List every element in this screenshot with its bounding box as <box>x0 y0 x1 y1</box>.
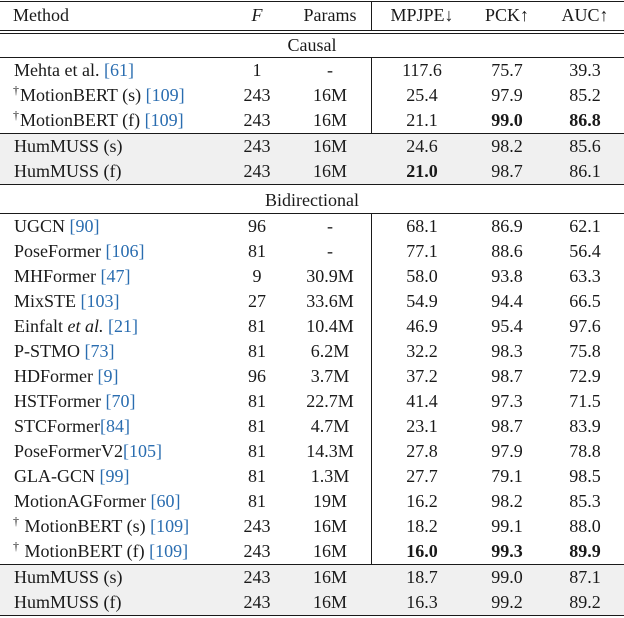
auc-cell: 98.5 <box>569 466 601 486</box>
pck-cell: 88.6 <box>491 241 523 261</box>
mpjpe-cell: 27.8 <box>406 441 438 461</box>
frames-cell: 81 <box>248 391 266 411</box>
params-cell: - <box>327 60 333 80</box>
params-cell: 4.7M <box>310 416 350 436</box>
citation-link[interactable]: [109] <box>145 85 185 105</box>
table-row <box>0 134 624 159</box>
auc-cell: 72.9 <box>569 366 601 386</box>
mpjpe-cell: 32.2 <box>406 341 438 361</box>
frames-cell: 243 <box>243 136 271 156</box>
mpjpe-cell: 77.1 <box>406 241 438 261</box>
auc-cell: 71.5 <box>569 391 601 411</box>
dagger-mark: † <box>13 83 19 97</box>
params-cell: - <box>327 241 333 261</box>
pck-cell: 75.7 <box>491 60 523 80</box>
auc-cell: 63.3 <box>569 266 601 286</box>
method-name: MotionBERT (f) <box>20 110 145 130</box>
auc-cell: 78.8 <box>569 441 601 461</box>
pck-cell: 98.7 <box>491 416 523 436</box>
method-name: GLA-GCN <box>14 466 100 486</box>
citation-link[interactable]: [70] <box>105 391 136 411</box>
params-cell: 33.6M <box>306 291 354 311</box>
method-name: UGCN <box>14 216 70 236</box>
bottom-rule <box>0 615 624 616</box>
frames-cell: 96 <box>248 366 266 386</box>
pck-cell: 79.1 <box>491 466 523 486</box>
params-cell: 16M <box>312 541 347 561</box>
method-name: HSTFormer <box>14 391 106 411</box>
method-name: Einfalt <box>14 316 68 336</box>
pck-cell: 97.3 <box>491 391 523 411</box>
section-causal: Causal <box>287 35 337 55</box>
method-cell <box>13 108 184 133</box>
pck-cell: 99.1 <box>491 516 523 536</box>
bidir-top-rule <box>0 184 624 185</box>
pck-cell: 98.3 <box>491 341 523 361</box>
method-cell <box>13 389 136 414</box>
auc-cell: 56.4 <box>569 241 601 261</box>
auc-cell: 89.9 <box>569 541 601 561</box>
frames-cell: 243 <box>243 541 271 561</box>
method-cell <box>13 364 119 389</box>
method-name: MixSTE <box>14 291 81 311</box>
header-rule <box>0 30 624 31</box>
auc-cell: 62.1 <box>569 216 601 236</box>
citation-link[interactable]: [109] <box>149 541 189 561</box>
method-cell <box>13 514 189 539</box>
citation-link[interactable]: [109] <box>150 516 190 536</box>
method-name-italic: et al. <box>67 316 104 336</box>
citation-link[interactable]: [60] <box>150 491 181 511</box>
params-cell: 16M <box>312 85 347 105</box>
table-row <box>0 489 624 514</box>
method-cell <box>13 339 115 364</box>
citation-link[interactable]: [90] <box>69 216 100 236</box>
frames-cell: 1 <box>252 60 262 80</box>
mpjpe-cell: 21.0 <box>406 161 438 181</box>
citation-link[interactable]: [61] <box>103 60 134 80</box>
frames-cell: 243 <box>243 110 271 130</box>
mpjpe-cell: 25.4 <box>406 85 438 105</box>
mpjpe-cell: 18.7 <box>406 567 438 587</box>
mpjpe-cell: 18.2 <box>406 516 438 536</box>
table-row <box>0 389 624 414</box>
pck-cell: 98.7 <box>491 366 523 386</box>
auc-cell: 75.8 <box>569 341 601 361</box>
table-row <box>0 339 624 364</box>
citation-link[interactable]: [84] <box>100 416 131 436</box>
dagger-mark: † <box>13 108 19 122</box>
table-row <box>0 364 624 389</box>
params-cell: 19M <box>312 491 347 511</box>
params-cell: 16M <box>312 110 347 130</box>
table-row <box>0 108 624 133</box>
method-cell <box>13 314 138 339</box>
table-row <box>0 414 624 439</box>
method-cell <box>13 289 120 314</box>
mpjpe-cell: 16.3 <box>406 592 438 612</box>
pck-cell: 95.4 <box>491 316 523 336</box>
method-cell <box>13 264 131 289</box>
citation-link[interactable]: [73] <box>84 341 115 361</box>
frames-cell: 96 <box>248 216 266 236</box>
citation-link[interactable]: [47] <box>100 266 131 286</box>
pck-cell: 98.2 <box>491 491 523 511</box>
frames-cell: 27 <box>248 291 266 311</box>
header-pck: PCK↑ <box>484 5 529 25</box>
pck-cell: 99.0 <box>491 567 523 587</box>
pck-cell: 98.7 <box>491 161 523 181</box>
frames-cell: 81 <box>248 241 266 261</box>
method-name: MotionBERT (f) <box>20 541 150 561</box>
params-cell: 3.7M <box>310 366 350 386</box>
frames-cell: 243 <box>243 567 271 587</box>
params-cell: - <box>327 216 333 236</box>
frames-cell: 243 <box>243 592 271 612</box>
method-cell <box>13 239 145 264</box>
pck-cell: 94.4 <box>491 291 523 311</box>
table-row <box>0 239 624 264</box>
table-row <box>0 590 624 615</box>
method-name: MotionBERT (s) <box>20 85 146 105</box>
table-row <box>0 58 624 83</box>
pck-cell: 93.8 <box>491 266 523 286</box>
section-bidirectional: Bidirectional <box>265 190 359 210</box>
frames-cell: 81 <box>248 441 266 461</box>
frames-cell: 81 <box>248 491 266 511</box>
method-name: Mehta et al. <box>14 60 104 80</box>
table-row <box>0 214 624 239</box>
method-name: MotionBERT (s) <box>20 516 151 536</box>
method-name: HumMUSS (f) <box>14 161 122 181</box>
pck-cell: 99.3 <box>491 541 523 561</box>
method-cell <box>13 539 188 564</box>
auc-cell: 66.5 <box>569 291 601 311</box>
method-cell <box>13 464 130 489</box>
pck-cell: 97.9 <box>491 441 523 461</box>
frames-cell: 81 <box>248 341 266 361</box>
header-auc: AUC↑ <box>561 5 609 25</box>
table-row <box>0 565 624 590</box>
method-cell <box>13 489 181 514</box>
params-cell: 16M <box>312 161 347 181</box>
method-cell <box>13 414 130 439</box>
params-cell: 22.7M <box>306 391 354 411</box>
header-params: Params <box>303 5 357 25</box>
method-cell <box>13 159 122 184</box>
frames-cell: 81 <box>248 466 266 486</box>
table-row <box>0 539 624 564</box>
citation-link[interactable]: [21] <box>107 316 138 336</box>
frames-cell: 243 <box>243 516 271 536</box>
table-row <box>0 83 624 108</box>
pck-cell: 86.9 <box>491 216 523 236</box>
method-name: HumMUSS (s) <box>14 567 123 587</box>
mpjpe-cell: 23.1 <box>406 416 438 436</box>
params-cell: 1.3M <box>310 466 350 486</box>
header-method: Method <box>13 5 69 25</box>
mpjpe-cell: 16.0 <box>406 541 438 561</box>
citation-link[interactable]: [106] <box>105 241 145 261</box>
table-row <box>0 464 624 489</box>
auc-cell: 97.6 <box>569 316 601 336</box>
dagger-mark: † <box>13 539 19 553</box>
method-cell <box>13 439 162 464</box>
method-name: HumMUSS (s) <box>14 136 123 156</box>
method-cell <box>13 590 122 615</box>
auc-cell: 87.1 <box>569 567 601 587</box>
params-cell: 30.9M <box>306 266 354 286</box>
mpjpe-cell: 27.7 <box>406 466 438 486</box>
frames-cell: 81 <box>248 316 266 336</box>
params-cell: 14.3M <box>306 441 354 461</box>
table-row <box>0 159 624 184</box>
pck-cell: 98.2 <box>491 136 523 156</box>
params-cell: 16M <box>312 592 347 612</box>
mpjpe-cell: 54.9 <box>406 291 438 311</box>
params-cell: 16M <box>312 567 347 587</box>
auc-cell: 89.2 <box>569 592 601 612</box>
params-cell: 10.4M <box>306 316 354 336</box>
frames-cell: 9 <box>252 266 262 286</box>
mpjpe-cell: 37.2 <box>406 366 438 386</box>
method-cell <box>13 134 123 159</box>
mpjpe-cell: 117.6 <box>402 60 442 80</box>
table-row <box>0 439 624 464</box>
frames-cell: 81 <box>248 416 266 436</box>
params-cell: 6.2M <box>310 341 350 361</box>
method-cell <box>13 58 134 83</box>
auc-cell: 86.8 <box>569 110 601 130</box>
pck-cell: 99.0 <box>491 110 523 130</box>
table-row <box>0 289 624 314</box>
pck-cell: 97.9 <box>491 85 523 105</box>
method-name: HDFormer <box>14 366 98 386</box>
auc-cell: 85.3 <box>569 491 601 511</box>
header-row <box>0 3 624 28</box>
method-name: P-STMO <box>14 341 85 361</box>
mpjpe-cell: 46.9 <box>406 316 438 336</box>
citation-link[interactable]: [9] <box>97 366 119 386</box>
method-name: PoseFormer <box>14 241 106 261</box>
params-cell: 16M <box>312 516 347 536</box>
method-cell <box>13 565 123 590</box>
auc-cell: 83.9 <box>569 416 601 436</box>
table-row <box>0 264 624 289</box>
auc-cell: 85.6 <box>569 136 601 156</box>
frames-cell: 243 <box>243 161 271 181</box>
mpjpe-cell: 41.4 <box>406 391 438 411</box>
mpjpe-cell: 58.0 <box>406 266 438 286</box>
params-cell: 16M <box>312 136 347 156</box>
citation-link[interactable]: [105] <box>123 441 162 461</box>
method-cell <box>13 83 185 108</box>
table-row <box>0 514 624 539</box>
mpjpe-cell: 21.1 <box>406 110 438 130</box>
auc-cell: 86.1 <box>569 161 601 181</box>
auc-cell: 39.3 <box>569 60 601 80</box>
table-row <box>0 314 624 339</box>
frames-cell: 243 <box>243 85 271 105</box>
citation-link[interactable]: [109] <box>144 110 184 130</box>
top-rule <box>0 1 624 2</box>
mpjpe-cell: 68.1 <box>406 216 438 236</box>
method-name: STCFormer <box>14 416 101 436</box>
header-frames: F <box>251 5 263 25</box>
auc-cell: 88.0 <box>569 516 601 536</box>
method-name: MHFormer <box>14 266 101 286</box>
pck-cell: 99.2 <box>491 592 523 612</box>
method-name: MotionAGFormer <box>14 491 151 511</box>
mpjpe-cell: 16.2 <box>406 491 438 511</box>
method-cell <box>13 214 100 239</box>
auc-cell: 85.2 <box>569 85 601 105</box>
header-mpjpe: MPJPE↓ <box>390 5 454 25</box>
method-name: HumMUSS (f) <box>14 592 122 612</box>
method-name: PoseFormerV2 <box>14 441 123 461</box>
citation-link[interactable]: [99] <box>99 466 130 486</box>
mpjpe-cell: 24.6 <box>406 136 438 156</box>
citation-link[interactable]: [103] <box>80 291 120 311</box>
dagger-mark: † <box>13 514 19 528</box>
